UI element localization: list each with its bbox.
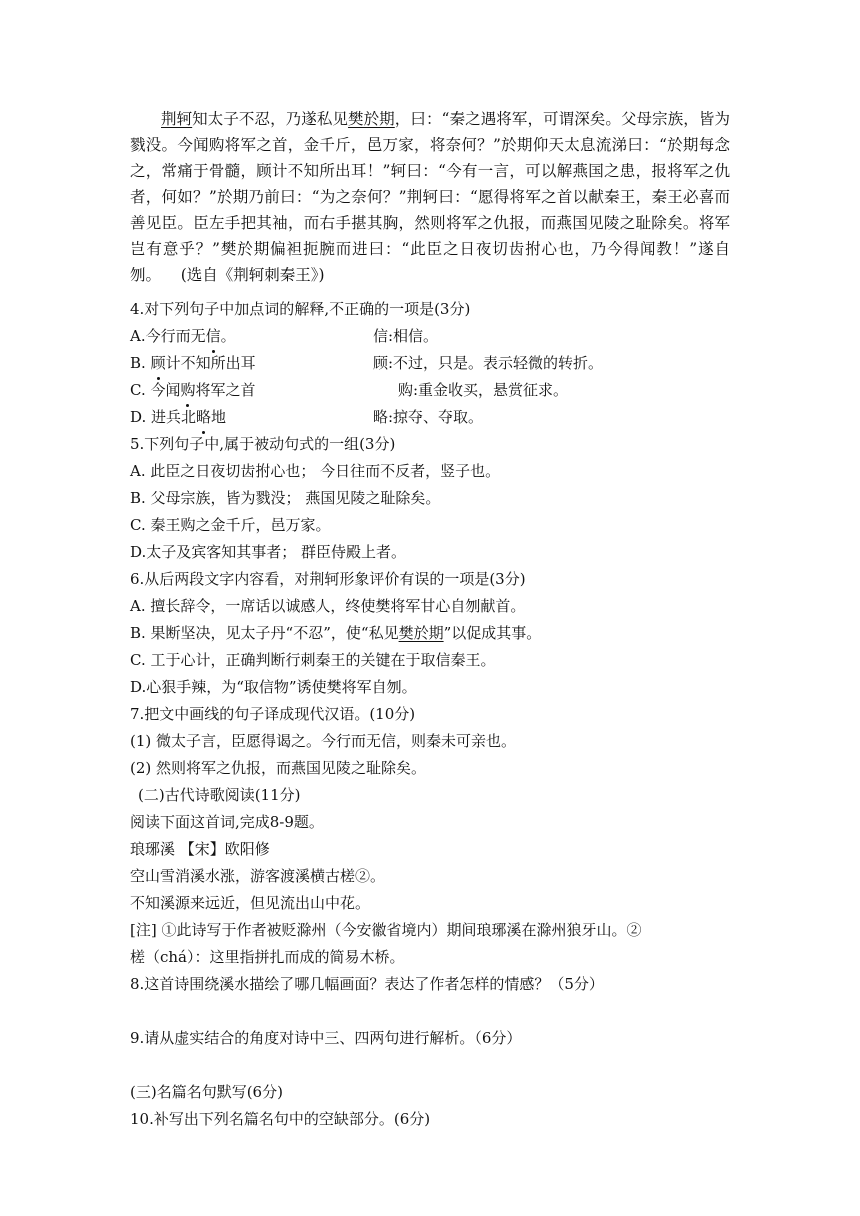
q4-option-b: B. 顾计不知所出耳 顾:不过，只是。表示轻微的转折。 [130,350,730,377]
q4-option-d: D. 进兵北略地 略:掠夺、夺取。 [130,404,730,431]
passage-text-2: ，曰：“秦之遇将军，可谓深矣。父母宗族，皆为戮没。今闻购将军之首，金千斤，邑万家，将奈何？”於期仰天太息流涕曰：“於期每念之，常痛于骨髓，顾计不知所出耳！”轲曰：“今有一言，可以解燕国之患，报将军之仇者，何如？”於期乃前曰：“为之奈何？”荆轲曰：“愿得将军之首以献秦王，秦王必喜而善见臣。臣左手把其袖，而右手揕其胸，然则将军之仇报，而燕国见陵之耻除矣。将军岂有意乎？”樊於期偏袒扼腕而进曰：“此臣之日夜切齿拊心也，乃今得闻教！”遂自刎。 [130,110,730,284]
poem-note-2: 槎（chá）：这里指拼扎而成的简易木桥。 [130,948,405,966]
q8-stem: 8.这首诗围绕溪水描绘了哪几幅画面？表达了作者怎样的情感？（5分） [130,975,604,993]
q5-option-b: B. 父母宗族，皆为戮没； 燕国见陵之耻除矣。 [130,489,441,507]
q6-option-d: D.心狠手辣，为“取信物”诱使樊将军自刎。 [130,678,417,696]
poetry-intro: 阅读下面这首词,完成8-9题。 [130,813,324,831]
dictation-section-title: (三)名篇名句默写(6分) [130,1083,283,1101]
q9-stem: 9.请从虚实结合的角度对诗中三、四两句进行解析。（6分） [130,1029,522,1047]
q6-option-c: C. 工于心计，正确判断行刺秦王的关键在于取信秦王。 [130,651,496,669]
q4-gloss-d: 略:掠夺、夺取。 [373,408,484,426]
q4-gloss-c: 购:重金收买，悬赏征求。 [398,381,569,399]
poem-line-2: 不知溪源来远近，但见流出山中花。 [130,894,371,912]
passage-source: (选自《荆轲刺秦王》) [180,266,325,284]
q4-gloss-b: 顾:不过，只是。表示轻微的转折。 [373,354,604,372]
q4-option-c: C. 今闻购将军之首 购:重金收买，悬赏征求。 [130,377,730,404]
q7-stem: 7.把文中画线的句子译成现代汉语。(10分) [130,705,416,723]
q6-option-a: A. 擅长辞令，一席话以诚感人，终使樊将军甘心自刎献首。 [130,597,526,615]
poem-line-1: 空山雪消溪水涨，游客渡溪横古槎②。 [130,867,386,885]
q6-stem: 6.从后两段文字内容看，对荆轲形象评价有误的一项是(3分) [130,570,526,588]
poem-title: 琅琊溪 【宋】欧阳修 [130,840,270,858]
q7-item-2: (2) 然则将军之仇报，而燕国见陵之耻除矣。 [130,759,427,777]
passage [130,106,730,288]
q5-stem: 5.下列句子中,属于被动句式的一组(3分) [130,435,396,453]
q6-underlined-name: 樊於期 [398,624,444,642]
passage-name-fanyuqi: 樊於期 [348,110,395,128]
q5-option-a: A. 此臣之日夜切齿拊心也； 今日往而不反者，竖子也。 [130,462,501,480]
passage-name-jingke: 荆轲 [161,110,193,128]
q6-option-b: B. 果断坚决，见太子丹“不忍”，使“私见樊於期”以促成其事。 [130,624,542,642]
poetry-section-title: (二)古代诗歌阅读(11分) [138,786,301,804]
passage-text-1: 知太子不忍，乃遂私见 [192,110,349,128]
q5-option-c: C. 秦王购之金千斤，邑万家。 [130,516,331,534]
q5-option-d: D.太子及宾客知其事者； 群臣侍殿上者。 [130,543,407,561]
q7-item-1: (1) 微太子言，臣愿得谒之。今行而无信，则秦未可亲也。 [130,732,517,750]
answer-space-q8 [130,998,730,1025]
q4-stem: 4.对下列句子中加点词的解释,不正确的一项是(3分) [130,300,471,318]
q4-gloss-a: 信:相信。 [373,327,439,345]
questions [130,296,730,1133]
q4-option-a: A.今行而无信。 信:相信。 [130,323,730,350]
poem-note-1: [注] ①此诗写于作者被贬滁州（今安徽省境内）期间琅琊溪在滁州狼牙山。② [130,921,642,939]
answer-space-q9 [130,1052,730,1079]
q10-stem: 10.补写出下列名篇名句中的空缺部分。(6分) [130,1110,431,1128]
